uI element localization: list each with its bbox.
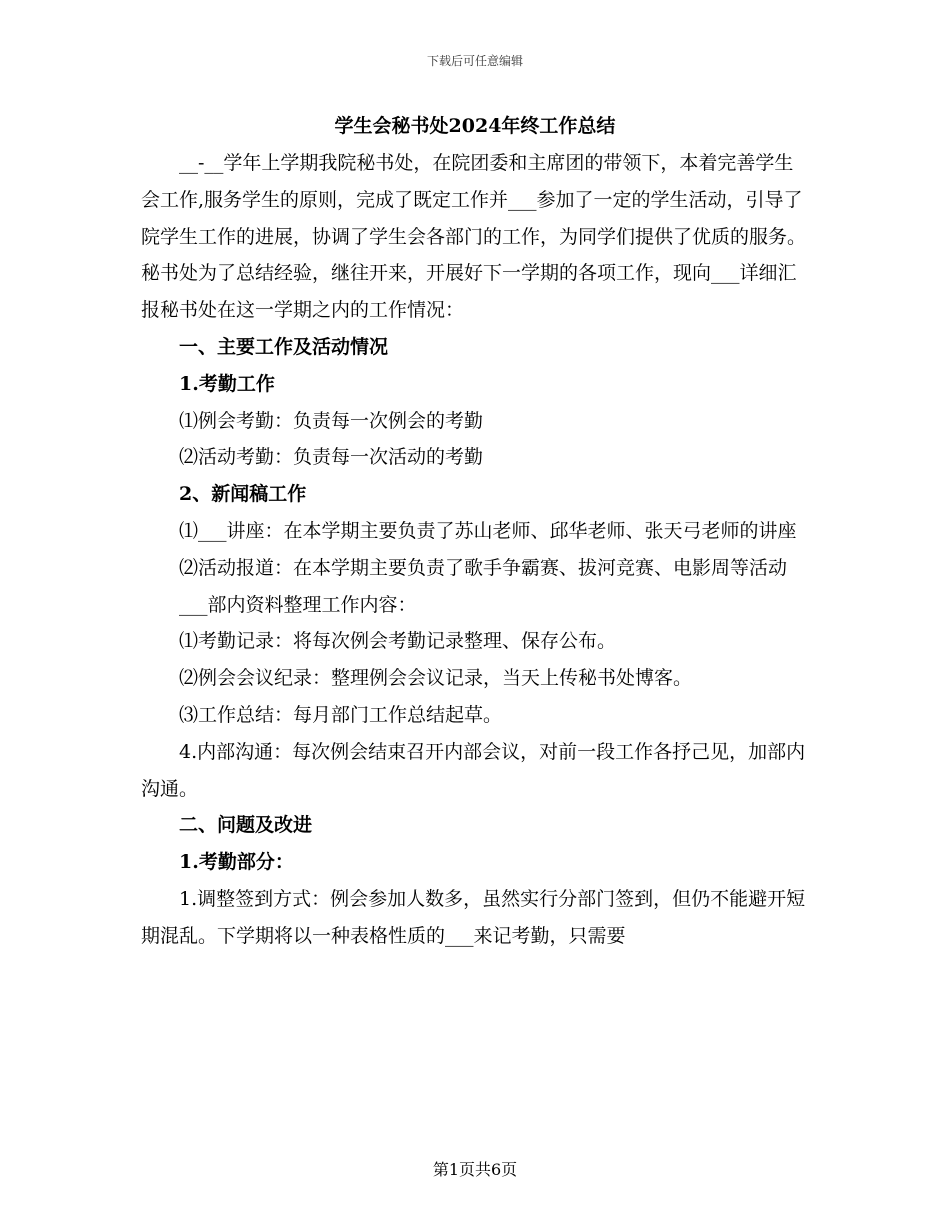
list-item: ⑶工作总结：每月部门工作总结起草。 xyxy=(179,703,503,726)
document-title: 学生会秘书处2024年终工作总结 xyxy=(334,115,616,137)
list-item: ⑴例会考勤：负责每一次例会的考勤 xyxy=(179,409,484,432)
list-item: ⑴考勤记录：将每次例会考勤记录整理、保存公布。 xyxy=(179,630,617,653)
list-item: ⑵例会会议纪录：整理例会会议记录，当天上传秘书处博客。 xyxy=(179,667,693,690)
subsection-heading-news: 2、新闻稿工作 xyxy=(179,483,307,506)
section-heading-main-work: 一、主要工作及活动情况 xyxy=(179,335,389,358)
paragraph: 1.调整签到方式：例会参加人数多，虽然实行分部门签到，但仍不能避开短期混乱。下学期将以一种表格性质的___来记考勤，只需要 xyxy=(141,887,806,947)
document-body xyxy=(141,145,806,955)
paragraph: ___部内资料整理工作内容： xyxy=(179,593,417,616)
list-item: ⑴___讲座：在本学期主要负责了苏山老师、邱华老师、张天弓老师的讲座 xyxy=(179,519,797,542)
subsection-heading-attendance: 1.考勤工作 xyxy=(179,372,275,395)
list-item: ⑵活动考勤：负责每一次活动的考勤 xyxy=(179,446,484,469)
subsection-heading-attendance-part: 1.考勤部分： xyxy=(179,851,294,874)
intro-paragraph: __-__学年上学期我院秘书处，在院团委和主席团的带领下，本着完善学生会工作,服务学生的原则，完成了既定工作并___参加了一定的学生活动，引导了院学生工作的进展，协调了学生会各部门的工作，为同学们提供了优质的服务。秘书处为了总结经验，继往开来，开展好下一学期的各项工作，现向___详细汇报秘书处在这一学期之内的工作情况： xyxy=(141,152,807,322)
paragraph: 4.内部沟通：每次例会结束召开内部会议，对前一段工作各抒己见，加部内沟通。 xyxy=(141,740,806,800)
page-header-note: 下载后可任意编辑 xyxy=(426,54,523,68)
list-item: ⑵活动报道：在本学期主要负责了歌手争霸赛、拔河竞赛、电影周等活动 xyxy=(179,556,788,579)
section-heading-problems: 二、问题及改进 xyxy=(179,814,313,837)
page-number: 第1页共6页 xyxy=(432,1160,518,1179)
